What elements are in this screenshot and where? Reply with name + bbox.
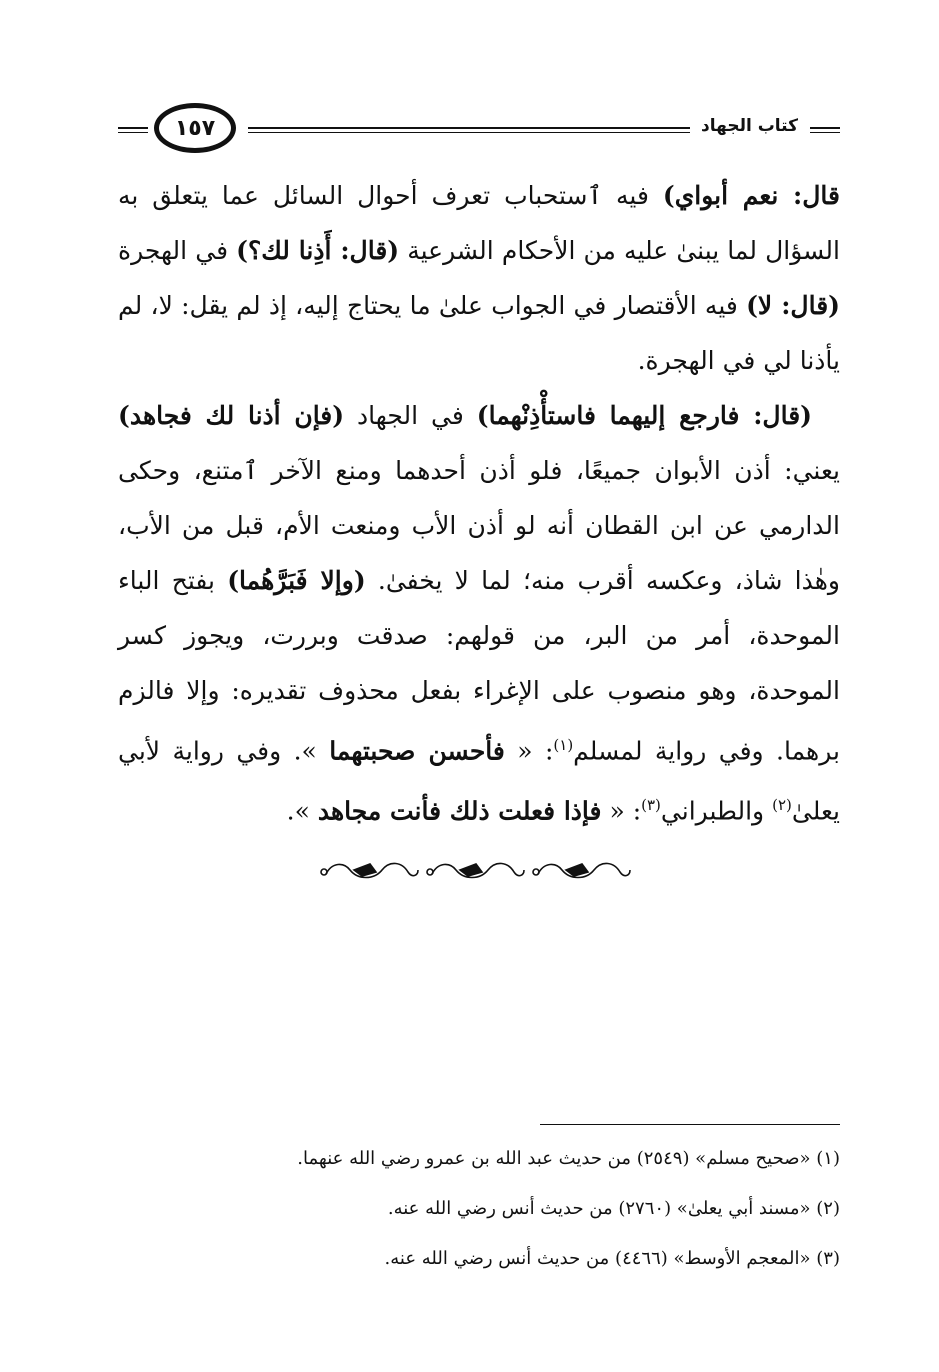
quote-1: قال: نعم أبواي) [662,181,841,210]
footnote-marker: (٢) [816,1198,840,1219]
quote-6: (وإلا فَبَرَّهُما) [227,566,366,595]
footnote-text: «مسند أبي يعلىٰ» (٢٧٦٠) من حديث أنس رضي الله عنه. [387,1198,811,1219]
quote-5: (فإن أذنا لك فجاهد) [118,401,345,430]
commentary: فيه ٱستحباب تعرف أحوال السائل عما يتعلق به السؤال لما يبنىٰ عليه من الأحكام الشرعية [118,181,840,265]
running-title: كتاب الجهاد [697,116,802,136]
quote-8: فإذا فعلت ذلك فأنت مجاهد [317,796,602,826]
commentary: : « [601,796,642,826]
header-rule-right [810,127,840,133]
footnote-1 [118,1134,840,1184]
ornament-unit [321,863,418,877]
header-rule-left [118,127,148,133]
footnote-marker: (١) [816,1148,840,1169]
footnote-marker: (٣) [816,1248,840,1269]
decorative-divider [318,852,636,888]
footnote-marker-2: (٢) [772,796,792,815]
page-number: ١٥٧ [154,103,236,153]
paragraph-1 [118,168,840,388]
footnote-separator [540,1124,840,1125]
commentary: : « [504,736,554,766]
paragraph-2 [118,388,840,839]
ornament-unit [533,863,630,877]
footnote-3 [118,1234,840,1284]
quote-4: (قال: فارجع إليهما فاستأْذِنْهما) [476,401,812,430]
footnote-marker-3: (٣) [641,796,661,815]
commentary: يعني: أذن الأبوان جميعًا، فلو أذن أحدهما ومنع الآخر ٱمتنع، وحكى الدارمي عن ابن القطان أنه لو أذن الأب ومنعت الأم، قبل من الأب، وهٰذا شاذ، وعكسه أقرب منه؛ لما لا يخفىٰ. [118,456,840,595]
quote-7: فأحسن صحبتهما [329,736,505,766]
commentary: فيه الأقتصار في الجواب علىٰ ما يحتاج إليه، إذ لم يقل: لا، لم يأذنا لي في الهجرة. [118,291,840,375]
footnote-text: «المعجم الأوسط» (٤٤٦٦) من حديث أنس رضي الله عنه. [384,1248,811,1269]
commentary: ». [286,796,318,826]
header-rule [248,127,690,133]
ornament-unit [427,863,524,877]
commentary: ». وفي رواية لأبي يعلىٰ [118,736,840,826]
quote-2: (قال: أَذِنا لك؟) [236,236,400,265]
quote-3: (قال: لا) [746,291,840,320]
footnote-text: «صحيح مسلم» (٢٥٤٩) من حديث عبد الله بن عمرو رضي الله عنهما. [297,1148,811,1169]
commentary: في الهجرة [118,236,237,265]
footnote-2 [118,1184,840,1234]
page-header [118,100,840,160]
commentary: بفتح الباء الموحدة، أمر من البر، من قولهم: صدقت وبررت، ويجوز كسر الموحدة، وهو منصوب على الإغراء بفعل محذوف تقديره: وإلا فالزم برهما. وفي رواية لمسلم [118,566,840,766]
commentary: والطبراني [660,796,773,826]
footnote-marker-1: (١) [553,736,574,754]
commentary: في الجهاد [344,401,477,430]
footnotes [118,1134,840,1284]
main-text [118,168,840,839]
